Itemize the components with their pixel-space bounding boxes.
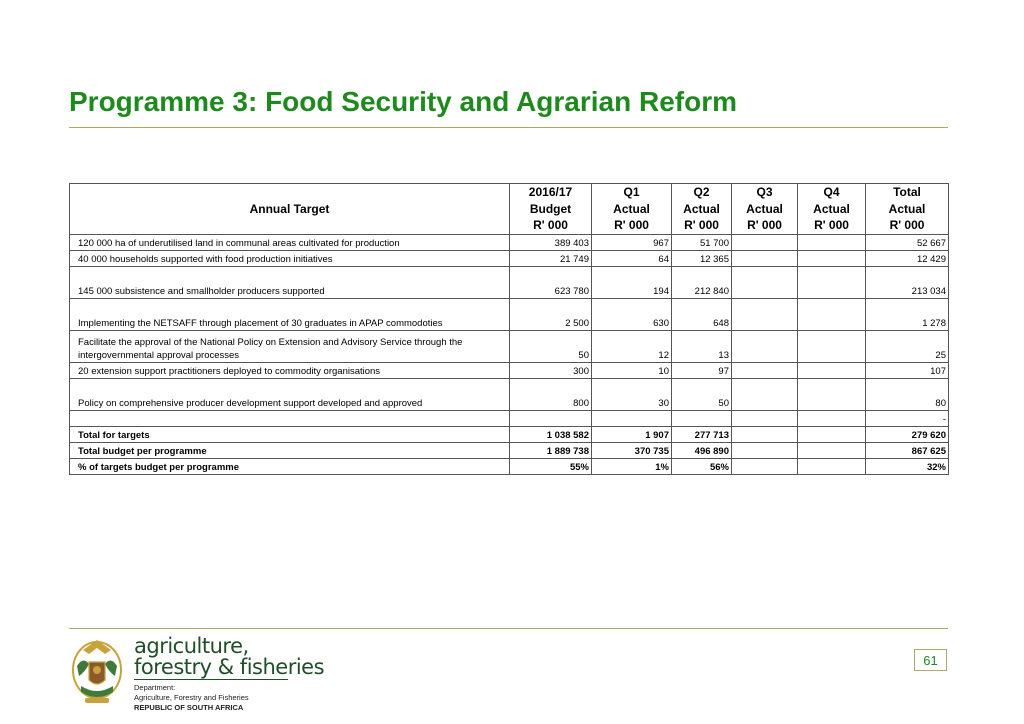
row-q2: 277 713: [672, 427, 732, 443]
row-q1: 12: [592, 331, 672, 363]
page-number: 61: [914, 649, 947, 671]
brand-line-2: forestry & fisheries: [134, 655, 325, 679]
header-q3: Q3 Actual R' 000: [732, 184, 798, 235]
row-target: Facilitate the approval of the National Policy on Extension and Advisory Service through the intergovernmental approval processes: [70, 331, 510, 363]
row-total: 213 034: [866, 267, 949, 299]
row-q4: [798, 299, 866, 331]
row-q1: 10: [592, 363, 672, 379]
row-total: 80: [866, 379, 949, 411]
table-row: [70, 235, 949, 251]
row-q2: 50: [672, 379, 732, 411]
row-q1: 194: [592, 267, 672, 299]
department-name: Agriculture, Forestry and Fisheries: [134, 693, 249, 702]
row-budget: 55%: [510, 459, 592, 475]
row-q4: [798, 411, 866, 427]
row-q1: 1 907: [592, 427, 672, 443]
row-q4: [798, 443, 866, 459]
table-row: [70, 331, 949, 363]
row-budget: 50: [510, 331, 592, 363]
row-budget: 2 500: [510, 299, 592, 331]
row-q1: 370 735: [592, 443, 672, 459]
row-budget: 21 749: [510, 251, 592, 267]
row-target: Policy on comprehensive producer development support developed and approved: [70, 379, 510, 411]
row-q3: [732, 411, 798, 427]
row-q2: 12 365: [672, 251, 732, 267]
header-total: Total Actual R' 000: [866, 184, 949, 235]
row-q4: [798, 267, 866, 299]
header-q4: Q4 Actual R' 000: [798, 184, 866, 235]
row-q2: 212 840: [672, 267, 732, 299]
row-q2: 648: [672, 299, 732, 331]
row-target: 40 000 households supported with food production initiatives: [70, 251, 510, 267]
footer-divider: [69, 628, 948, 629]
row-q4: [798, 251, 866, 267]
row-q4: [798, 331, 866, 363]
row-q1: 967: [592, 235, 672, 251]
row-q3: [732, 443, 798, 459]
brand-line-1: agriculture,: [134, 634, 249, 658]
table-row: [70, 251, 949, 267]
row-budget: 623 780: [510, 267, 592, 299]
row-total: 867 625: [866, 443, 949, 459]
row-target: % of targets budget per programme: [70, 459, 510, 475]
table-header-row: [70, 184, 949, 235]
row-budget: 1 889 738: [510, 443, 592, 459]
row-target: [70, 411, 510, 427]
row-q1: [592, 411, 672, 427]
header-q1: Q1 Actual R' 000: [592, 184, 672, 235]
row-target: Total for targets: [70, 427, 510, 443]
row-target: 20 extension support practitioners deployed to commodity organisations: [70, 363, 510, 379]
row-q1: 64: [592, 251, 672, 267]
row-total: -: [866, 411, 949, 427]
coat-of-arms-icon: [69, 636, 125, 708]
row-q4: [798, 427, 866, 443]
page-title: Programme 3: Food Security and Agrarian Reform: [69, 86, 737, 117]
table-row: [70, 299, 949, 331]
department-label: Department:: [134, 683, 176, 692]
row-target: Implementing the NETSAFF through placement of 30 graduates in APAP commodoties: [70, 299, 510, 331]
row-q4: [798, 379, 866, 411]
table-row-total-budget: [70, 443, 949, 459]
row-q3: [732, 251, 798, 267]
row-q4: [798, 459, 866, 475]
title-divider: [69, 127, 948, 128]
row-q1: 1%: [592, 459, 672, 475]
row-q3: [732, 267, 798, 299]
row-total: 1 278: [866, 299, 949, 331]
row-q3: [732, 459, 798, 475]
row-q4: [798, 235, 866, 251]
row-q2: 56%: [672, 459, 732, 475]
brand-divider: [134, 679, 288, 680]
row-budget: 1 038 582: [510, 427, 592, 443]
row-q3: [732, 427, 798, 443]
country-name: REPUBLIC OF SOUTH AFRICA: [134, 703, 244, 712]
row-total: 279 620: [866, 427, 949, 443]
table-row: [70, 363, 949, 379]
table-row-total-targets: [70, 427, 949, 443]
row-total: 12 429: [866, 251, 949, 267]
row-budget: 300: [510, 363, 592, 379]
row-q3: [732, 363, 798, 379]
row-q3: [732, 235, 798, 251]
table-row-percent: [70, 459, 949, 475]
row-target: 145 000 subsistence and smallholder producers supported: [70, 267, 510, 299]
table-row: [70, 379, 949, 411]
row-target: Total budget per programme: [70, 443, 510, 459]
row-budget: [510, 411, 592, 427]
header-budget: 2016/17 Budget R' 000: [510, 184, 592, 235]
row-total: 52 667: [866, 235, 949, 251]
table-row: [70, 267, 949, 299]
row-q2: 97: [672, 363, 732, 379]
header-q2: Q2 Actual R' 000: [672, 184, 732, 235]
row-total: 25: [866, 331, 949, 363]
row-total: 32%: [866, 459, 949, 475]
row-budget: 389 403: [510, 235, 592, 251]
row-q2: 51 700: [672, 235, 732, 251]
row-q3: [732, 299, 798, 331]
row-q2: 13: [672, 331, 732, 363]
row-q1: 30: [592, 379, 672, 411]
row-budget: 800: [510, 379, 592, 411]
header-annual-target: Annual Target: [70, 184, 510, 235]
table-row: [70, 411, 949, 427]
row-target: 120 000 ha of underutilised land in communal areas cultivated for production: [70, 235, 510, 251]
row-q1: 630: [592, 299, 672, 331]
row-q3: [732, 331, 798, 363]
row-q4: [798, 363, 866, 379]
row-q2: 496 890: [672, 443, 732, 459]
department-block: [134, 683, 249, 713]
annual-target-table: [69, 183, 949, 475]
row-total: 107: [866, 363, 949, 379]
row-q3: [732, 379, 798, 411]
row-q2: [672, 411, 732, 427]
